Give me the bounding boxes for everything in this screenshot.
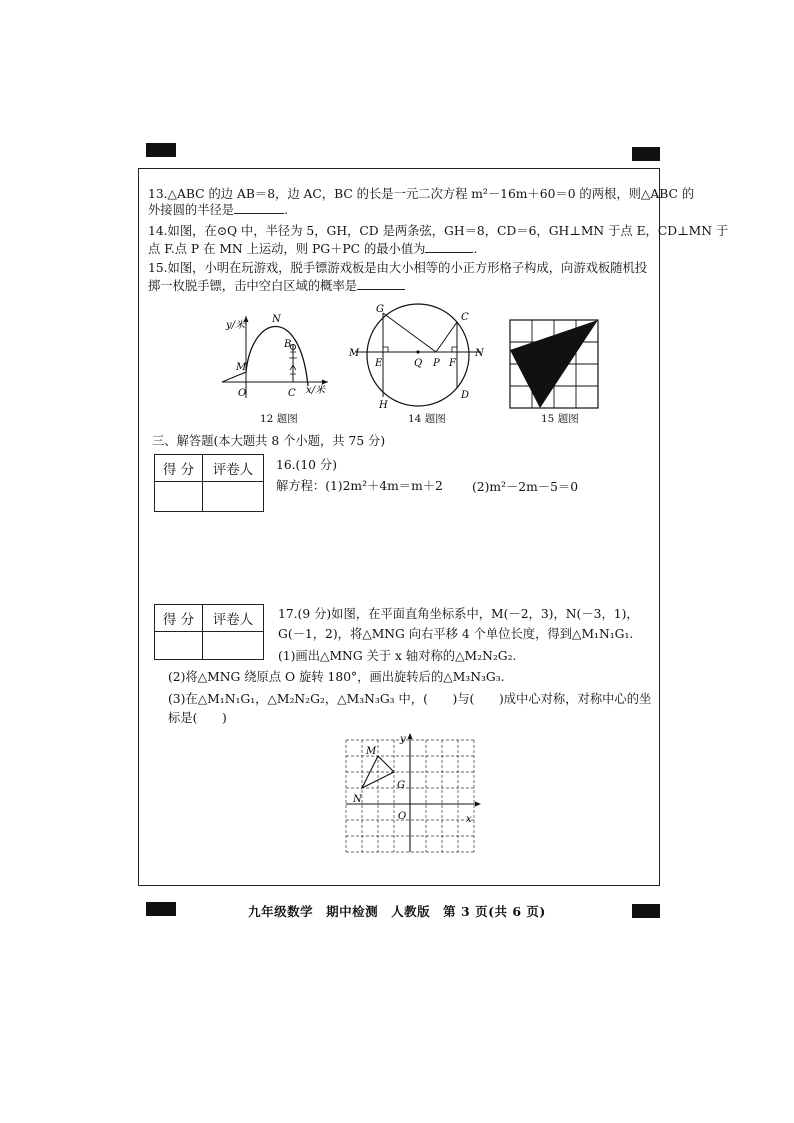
q14-period: . <box>473 242 478 256</box>
registration-mark-top-right <box>632 147 660 161</box>
figure-15-dartboard <box>509 319 603 409</box>
q16-part1: 解方程：(1)2m²＋4m＝m＋2 <box>276 479 443 493</box>
fig17-n-label: N <box>353 794 362 805</box>
q15-answer-blank[interactable] <box>357 276 405 290</box>
fig14-label-p: P <box>433 358 440 369</box>
grader-cell[interactable] <box>203 632 264 660</box>
q13-answer-blank[interactable] <box>234 200 284 214</box>
fig17-y-label: y <box>400 734 406 745</box>
fig14-label-f: F <box>449 358 456 369</box>
fig15-caption: 15 题图 <box>541 413 579 425</box>
q17-line1: 17.(9 分)如图，在平面直角坐标系中，M(－2，3)，N(－3，1)， <box>278 607 639 621</box>
q15-line2 <box>148 276 658 296</box>
fig14-caption: 14 题图 <box>408 413 446 425</box>
grader-label: 评卷人 <box>203 605 264 632</box>
q17-line2: G(－1，2)，将△MNG 向右平移 4 个单位长度，得到△M₁N₁G₁. <box>278 627 634 641</box>
score-cell[interactable] <box>155 482 203 512</box>
figure-17-grid <box>340 730 490 862</box>
fig12-caption: 12 题图 <box>260 413 298 425</box>
fig14-label-n: N <box>475 348 484 359</box>
score-cell[interactable] <box>155 632 203 660</box>
fig14-label-h: H <box>379 400 388 410</box>
q14-line2 <box>148 239 658 259</box>
fig14-label-d: D <box>461 390 470 401</box>
fig12-label-n: N <box>272 314 281 325</box>
fig14-label-e: E <box>375 358 383 369</box>
score-box-q17 <box>154 604 264 660</box>
score-box-q16 <box>154 454 264 512</box>
q17-line5: (3)在△M₁N₁G₁，△M₂N₂G₂，△M₃N₃G₃ 中，( )与( )成中心对称，对称中心的坐 <box>168 692 652 706</box>
q15-text: 掷一枚脱手镖，击中空白区域的概率是 <box>148 279 358 293</box>
fig12-label-c: C <box>288 388 296 399</box>
q14-text: 点 F.点 P 在 MN 上运动，则 PG＋PC 的最小值为 <box>148 242 426 256</box>
fig17-m-label: M <box>366 746 377 757</box>
fig14-label-g: G <box>376 304 384 315</box>
figure-12-parabola <box>218 310 338 402</box>
fig17-x-label: x <box>466 814 472 825</box>
q17-line3: (1)画出△MNG 关于 x 轴对称的△M₂N₂G₂. <box>278 649 517 663</box>
figure-14-circle <box>345 300 495 410</box>
fig14-label-m: M <box>349 348 360 359</box>
q15-line1: 15.如图，小明在玩游戏，脱手镖游戏板是由大小相等的小正方形格子构成，向游戏板随机投 <box>148 261 648 275</box>
fig12-label-m: M <box>236 362 247 373</box>
fig12-x-label: x/米 <box>306 385 326 396</box>
fig14-label-q: Q <box>414 358 423 369</box>
score-label: 得 分 <box>155 605 203 632</box>
score-label: 得 分 <box>155 455 203 482</box>
q13-text: 外接圆的半径是 <box>148 203 235 217</box>
page-footer: 九年级数学 期中检测 人教版 第 3 页(共 6 页) <box>248 904 546 919</box>
grader-cell[interactable] <box>203 482 264 512</box>
fig17-g-label: G <box>397 780 405 791</box>
q17-line6: 标是( ) <box>168 711 227 725</box>
q17-line4: (2)将△MNG 绕原点 O 旋转 180°，画出旋转后的△M₃N₃G₃. <box>168 670 505 684</box>
q16-part2: (2)m²－2m－5＝0 <box>472 480 579 494</box>
fig12-label-o: O <box>238 388 247 399</box>
grader-label: 评卷人 <box>203 455 264 482</box>
q13-line2 <box>148 200 658 220</box>
q13-period: . <box>284 203 289 217</box>
section3-title: 三、解答题(本大题共 8 个小题，共 75 分) <box>152 434 386 448</box>
fig12-label-b: B <box>284 339 292 350</box>
fig17-origin-label: O <box>398 811 407 822</box>
fig14-label-c: C <box>461 312 469 323</box>
q14-line1: 14.如图，在⊙Q 中，半径为 5，GH，CD 是两条弦，GH＝8，CD＝6，GH⊥MN 于点 E，CD⊥MN 于 <box>148 224 729 238</box>
q16-title: 16.(10 分) <box>276 458 338 472</box>
q13-line1: 13.△ABC 的边 AB＝8，边 AC，BC 的长是一元二次方程 m²－16m＋60＝0 的两根，则△ABC 的 <box>148 187 695 201</box>
fig12-y-label: y/米 <box>226 320 246 331</box>
registration-mark-top-left <box>146 143 176 157</box>
q14-answer-blank[interactable] <box>425 239 473 253</box>
